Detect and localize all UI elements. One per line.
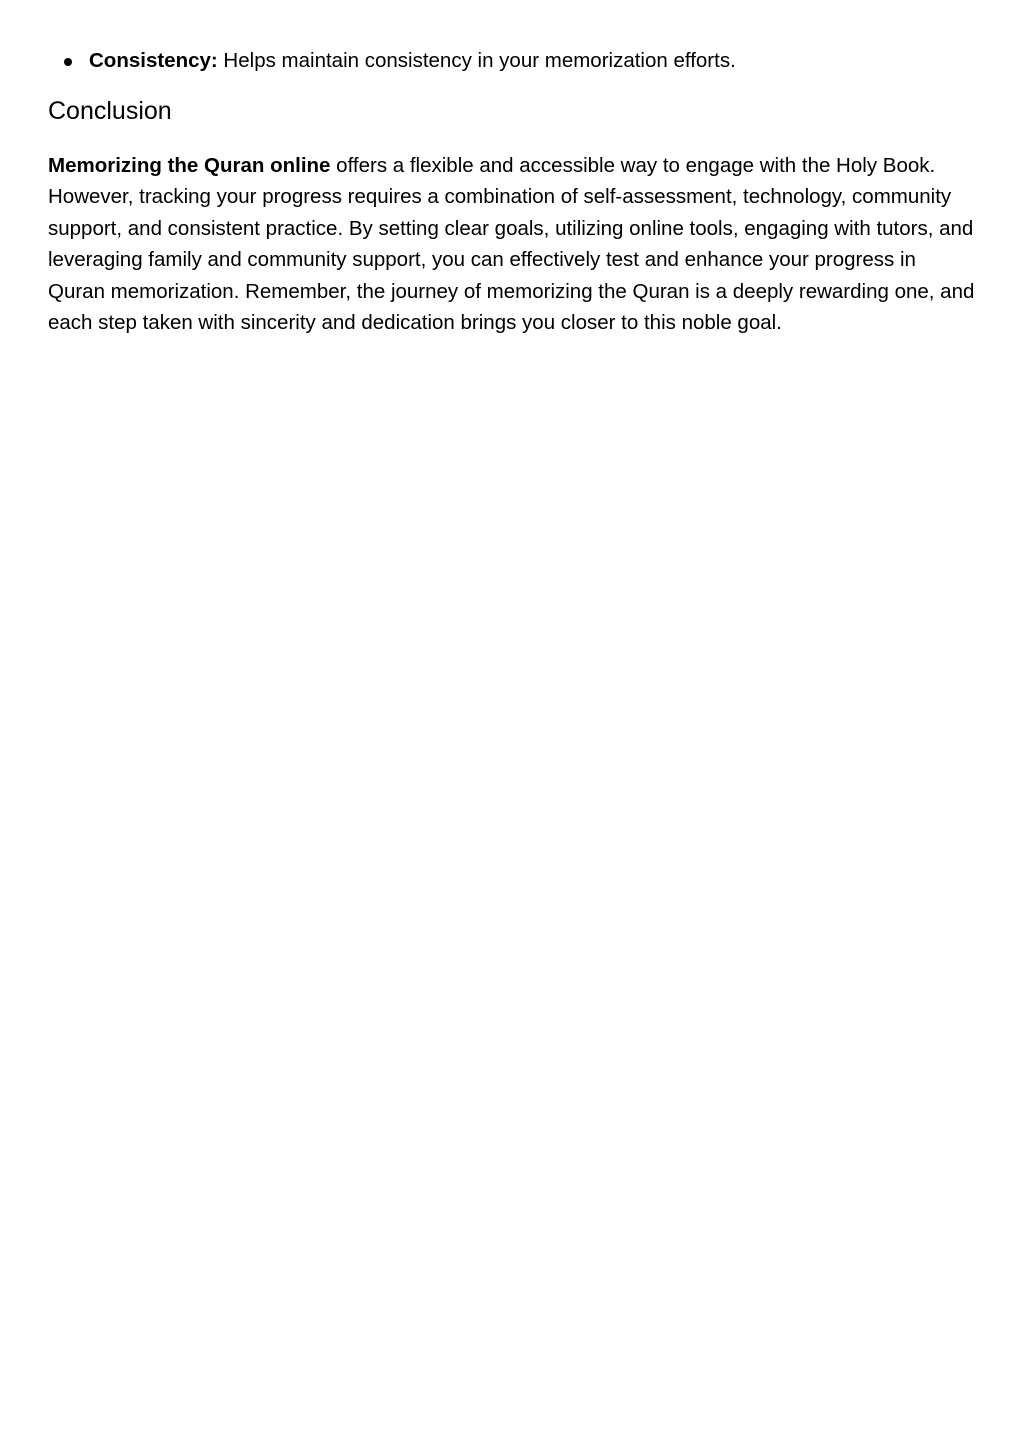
bullet-term: Consistency: (89, 49, 218, 72)
bullet-text: Helps maintain consistency in your memorization efforts. (217, 49, 736, 72)
conclusion-paragraph (48, 150, 978, 338)
list-item (48, 46, 978, 76)
paragraph-lead-bold: Memorizing the Quran online (48, 154, 331, 177)
section-heading: Conclusion (48, 97, 172, 125)
bullet-list (48, 46, 978, 76)
paragraph-body: offers a flexible and accessible way to engage with the Holy Book. However, tracking your progress requires a combination of self-assessment, technology, community support, and consistent practice. By setting clear goals, utilizing online tools, engaging with tutors, and leveraging family and community support, you can effectively test and enhance your progress in Quran memorization. Remember, the journey of memorizing the Quran is a deeply rewarding one, and each step taken with sincerity and dedication brings you closer to this noble goal. (48, 154, 975, 335)
bullet-icon (64, 58, 72, 66)
